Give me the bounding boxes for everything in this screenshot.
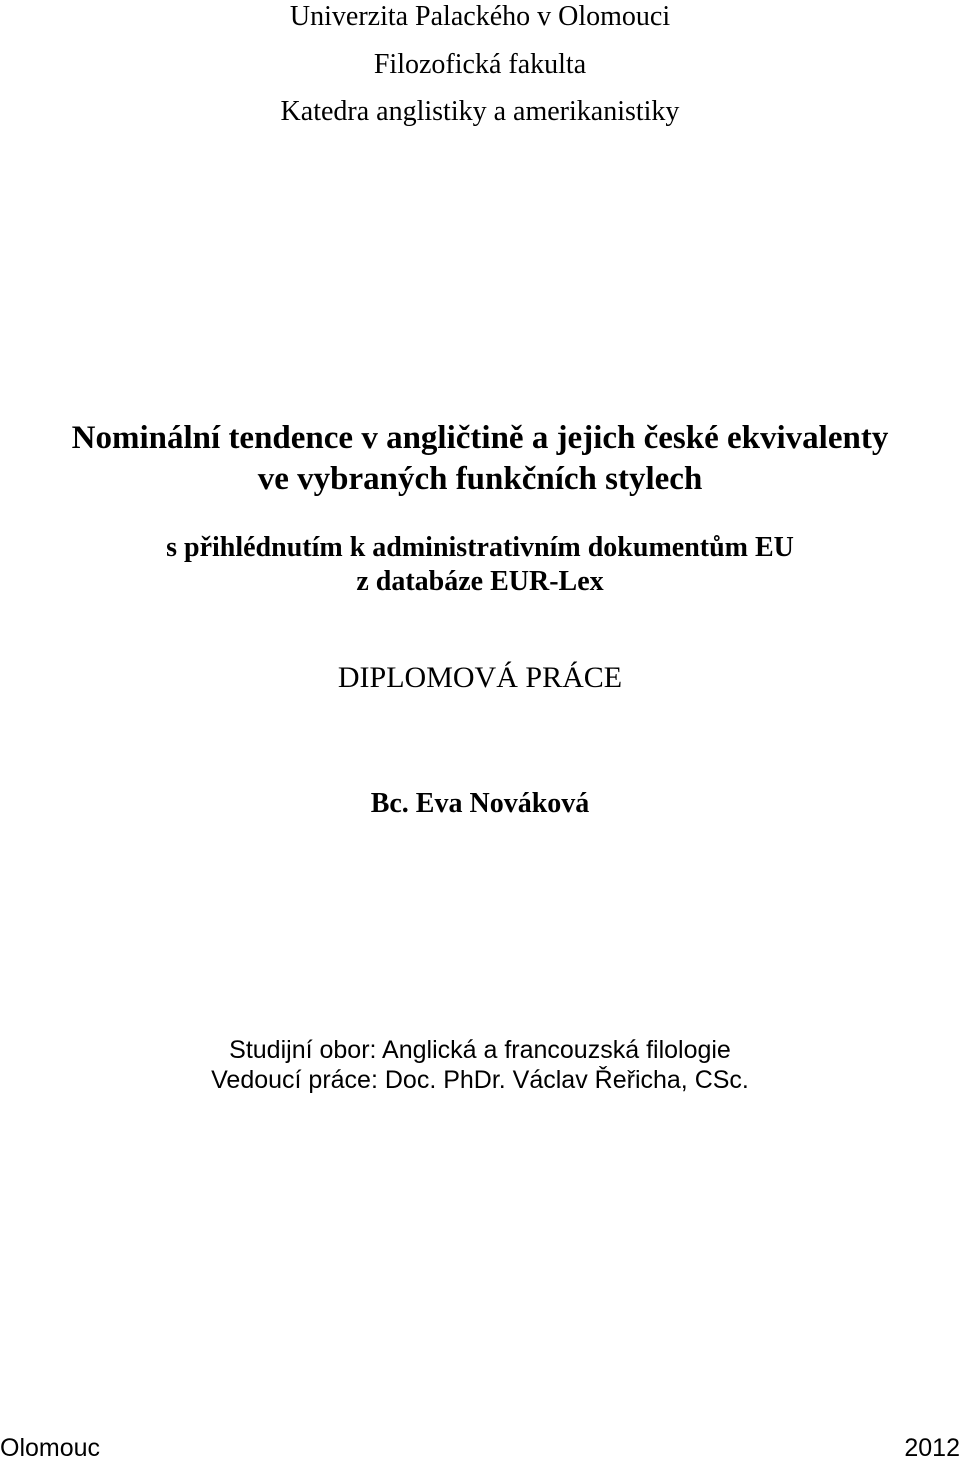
thesis-title-line-2: ve vybraných funkčních stylech <box>257 461 703 497</box>
university-name: Univerzita Palackého v Olomouci <box>289 1 671 32</box>
supervisor: Vedoucí práce: Doc. PhDr. Václav Řeřicha, CSc. <box>211 1066 749 1094</box>
author-name: Bc. Eva Nováková <box>370 788 590 819</box>
thesis-subtitle-line-1: s přihlédnutím k administrativním dokumentům EU <box>166 532 794 563</box>
study-field: Studijní obor: Anglická a francouzská filologie <box>229 1036 731 1064</box>
footer-city: Olomouc <box>0 1434 101 1462</box>
faculty-name: Filozofická fakulta <box>373 49 587 80</box>
department-name: Katedra anglistiky a amerikanistiky <box>280 96 680 127</box>
footer-year: 2012 <box>904 1434 960 1462</box>
thesis-title-line-1: Nominální tendence v angličtině a jejich české ekvivalenty <box>71 420 889 456</box>
document-type: DIPLOMOVÁ PRÁCE <box>337 661 623 694</box>
thesis-subtitle-line-2: z databáze EUR-Lex <box>356 566 604 597</box>
